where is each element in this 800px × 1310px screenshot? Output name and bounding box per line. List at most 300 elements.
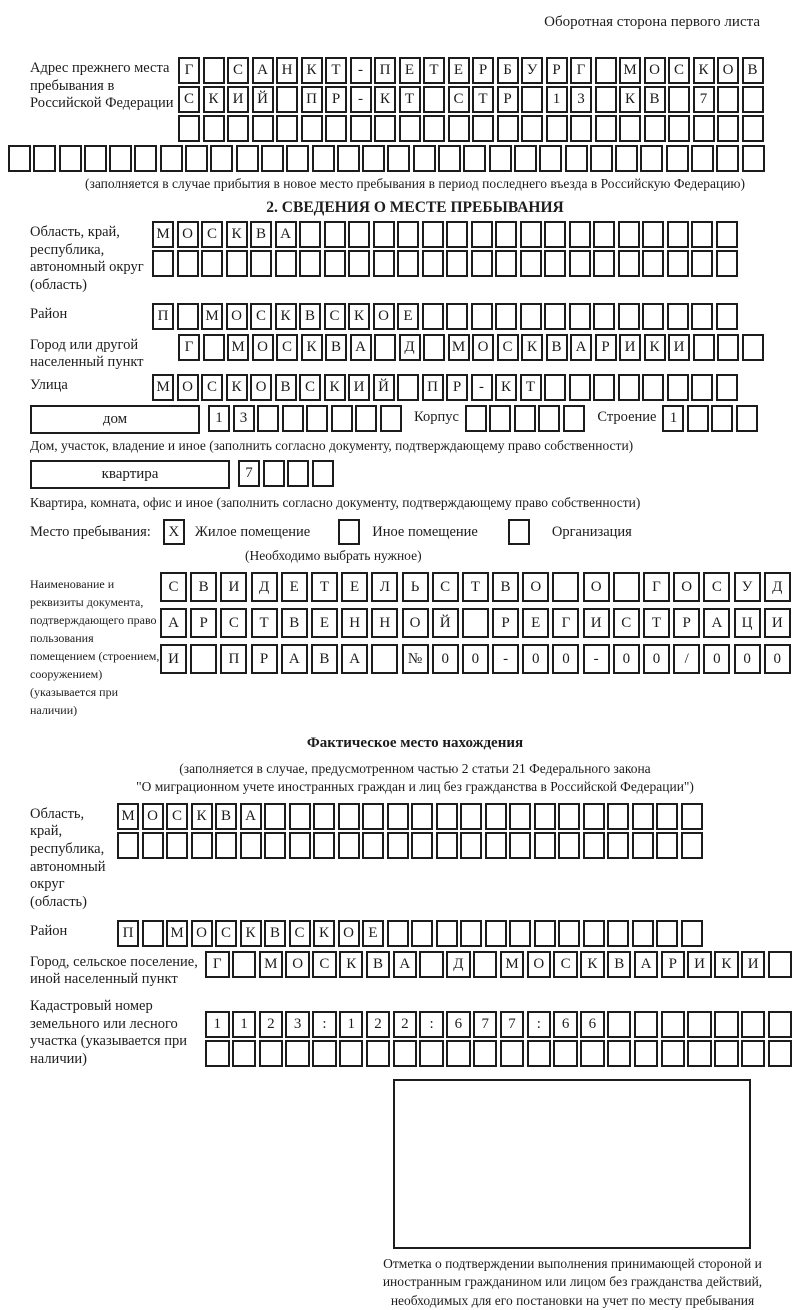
char-box: О [472, 334, 494, 361]
char-box: Т [311, 572, 338, 602]
char-box [399, 115, 421, 142]
cadastral-row-1 [205, 1011, 795, 1038]
char-box [134, 145, 157, 172]
char-box [142, 920, 164, 947]
char-box [736, 405, 758, 432]
char-box [324, 221, 346, 248]
char-box: Р [497, 86, 519, 113]
char-box [460, 920, 482, 947]
char-box: - [350, 57, 372, 84]
char-box: Р [190, 608, 217, 638]
stay-place-note: (Необходимо выбрать нужное) [245, 548, 422, 564]
char-box [544, 221, 566, 248]
char-box [355, 405, 377, 432]
char-box: Т [472, 86, 494, 113]
char-box [593, 221, 615, 248]
char-box: В [366, 951, 391, 978]
char-box [569, 303, 591, 330]
factual-district-label: Район [30, 922, 68, 939]
char-box [166, 832, 188, 859]
char-box: О [226, 303, 248, 330]
char-box [570, 115, 592, 142]
char-box: / [673, 644, 700, 674]
stay-option-other-checkbox [338, 519, 360, 545]
char-box: И [220, 572, 247, 602]
char-box [534, 803, 556, 830]
char-box [687, 1040, 712, 1067]
stamp-caption: Отметка о подтверждении выполнения принимающей стороной и иностранным гражданином или лицом без гражданства действий, необходимых для его постановки на учет по месту пребывания [382, 1256, 763, 1308]
stamp-area [393, 1079, 751, 1249]
char-box [634, 1011, 659, 1038]
char-box: С [312, 951, 337, 978]
char-box: Р [595, 334, 617, 361]
page-side-note: Оборотная сторона первого листа [544, 14, 760, 30]
char-box [691, 303, 713, 330]
char-box [287, 460, 309, 487]
char-box: К [374, 86, 396, 113]
char-box [374, 115, 396, 142]
char-box [691, 250, 713, 277]
char-box [177, 250, 199, 277]
char-box [203, 115, 225, 142]
char-box: Р [472, 57, 494, 84]
char-box: И [619, 334, 641, 361]
char-box [312, 1040, 337, 1067]
char-box: В [492, 572, 519, 602]
char-box [632, 832, 654, 859]
char-box: 7 [473, 1011, 498, 1038]
char-box: П [152, 303, 174, 330]
char-box: 2 [259, 1011, 284, 1038]
char-box [661, 1011, 686, 1038]
char-box: К [301, 57, 323, 84]
char-box [534, 920, 556, 947]
char-box: : [312, 1011, 337, 1038]
char-box: 0 [734, 644, 761, 674]
char-box: - [350, 86, 372, 113]
char-box [263, 460, 285, 487]
char-box: Й [432, 608, 459, 638]
char-box: С [613, 608, 640, 638]
char-box [618, 374, 640, 401]
char-box [534, 832, 556, 859]
char-box [580, 1040, 605, 1067]
char-box: Г [205, 951, 230, 978]
char-box: М [152, 374, 174, 401]
char-box: М [227, 334, 249, 361]
char-box [667, 374, 689, 401]
char-box: № [402, 644, 429, 674]
char-box: С [160, 572, 187, 602]
char-box [393, 1040, 418, 1067]
char-box [642, 303, 664, 330]
char-box: 2 [366, 1011, 391, 1038]
char-box [742, 115, 764, 142]
char-box: К [324, 374, 346, 401]
char-box: 0 [432, 644, 459, 674]
char-box [264, 832, 286, 859]
char-box: Т [462, 572, 489, 602]
char-box [590, 145, 613, 172]
char-box [362, 803, 384, 830]
char-box: С [227, 57, 249, 84]
char-box: 1 [205, 1011, 230, 1038]
char-box [422, 303, 444, 330]
apartment-block [30, 460, 800, 489]
char-box [563, 405, 585, 432]
char-box [544, 303, 566, 330]
char-box: - [492, 644, 519, 674]
char-box: К [313, 920, 335, 947]
char-box [33, 145, 56, 172]
char-box [411, 803, 433, 830]
char-box [462, 608, 489, 638]
char-box: 1 [662, 405, 684, 432]
char-box [607, 920, 629, 947]
char-box [366, 1040, 391, 1067]
cadastral-block [30, 995, 800, 1069]
char-box: 6 [580, 1011, 605, 1038]
char-box [59, 145, 82, 172]
char-box [607, 803, 629, 830]
char-box: Г [178, 334, 200, 361]
char-box: - [583, 644, 610, 674]
char-box [226, 250, 248, 277]
char-box: О [673, 572, 700, 602]
char-box: О [252, 334, 274, 361]
char-box: В [644, 86, 666, 113]
char-box: В [299, 303, 321, 330]
char-box [446, 250, 468, 277]
char-box: П [220, 644, 247, 674]
char-box: С [448, 86, 470, 113]
factual-region-label: Область, край, республика, автономный округ (область) [30, 805, 106, 910]
char-box [423, 86, 445, 113]
char-box: 3 [570, 86, 592, 113]
char-box: А [570, 334, 592, 361]
stay-option-residential-label: Жилое помещение [194, 523, 311, 540]
char-box [337, 145, 360, 172]
char-box: О [191, 920, 213, 947]
char-box: В [546, 334, 568, 361]
factual-district-row [117, 920, 705, 947]
char-box [411, 832, 433, 859]
char-box [485, 832, 507, 859]
char-box [471, 250, 493, 277]
factual-title: Фактическое место нахождения [306, 735, 524, 752]
char-box [362, 145, 385, 172]
char-box: : [527, 1011, 552, 1038]
char-box [422, 250, 444, 277]
char-box [717, 115, 739, 142]
char-box: П [422, 374, 444, 401]
char-box: А [281, 644, 308, 674]
char-box: И [764, 608, 791, 638]
char-box [583, 920, 605, 947]
char-box: С [289, 920, 311, 947]
char-box: В [325, 334, 347, 361]
char-box [520, 221, 542, 248]
char-box [8, 145, 31, 172]
char-box: О [644, 57, 666, 84]
char-box: С [201, 221, 223, 248]
cadastral-label: Кадастровый номер земельного или лесного участка (указывается при наличии) [30, 998, 187, 1068]
char-box [276, 115, 298, 142]
char-box [301, 115, 323, 142]
char-box: М [259, 951, 284, 978]
char-box [348, 250, 370, 277]
char-box: О [522, 572, 549, 602]
char-box [544, 250, 566, 277]
char-box [687, 1011, 712, 1038]
char-box [642, 374, 664, 401]
char-box [520, 303, 542, 330]
char-box: И [227, 86, 249, 113]
char-box [419, 1040, 444, 1067]
char-box: У [521, 57, 543, 84]
stay-option-organization-checkbox [508, 519, 530, 545]
char-box: Е [281, 572, 308, 602]
char-box [607, 1011, 632, 1038]
char-box: Е [399, 57, 421, 84]
char-box: Г [552, 608, 579, 638]
char-box: П [374, 57, 396, 84]
char-box [460, 803, 482, 830]
char-box: С [553, 951, 578, 978]
char-box [558, 803, 580, 830]
char-box: Т [399, 86, 421, 113]
char-box [619, 115, 641, 142]
char-box [681, 920, 703, 947]
char-box [716, 250, 738, 277]
char-box: Ц [734, 608, 761, 638]
char-box [177, 303, 199, 330]
char-box [387, 803, 409, 830]
char-box [593, 303, 615, 330]
char-box: Г [643, 572, 670, 602]
char-box: А [703, 608, 730, 638]
char-box: В [215, 803, 237, 830]
char-box: К [275, 303, 297, 330]
apartment-label-box: квартира [30, 460, 230, 489]
char-box [325, 115, 347, 142]
char-box [423, 334, 445, 361]
char-box [668, 86, 690, 113]
char-box: К [191, 803, 213, 830]
char-box: Е [311, 608, 338, 638]
apartment-row [238, 460, 336, 487]
district-row [152, 303, 740, 330]
char-box [185, 145, 208, 172]
char-box [666, 145, 689, 172]
factual-region-block [30, 803, 800, 912]
region-row-1 [152, 221, 740, 248]
char-box [716, 374, 738, 401]
char-box: К [619, 86, 641, 113]
char-box: А [393, 951, 418, 978]
char-box: А [275, 221, 297, 248]
char-box [558, 832, 580, 859]
char-box: С [668, 57, 690, 84]
char-box [716, 303, 738, 330]
char-box: В [190, 572, 217, 602]
char-box: М [166, 920, 188, 947]
factual-city-block [30, 951, 800, 989]
char-box: 0 [462, 644, 489, 674]
char-box [259, 1040, 284, 1067]
char-box [142, 832, 164, 859]
char-box [691, 374, 713, 401]
char-box: Р [492, 608, 519, 638]
district-block [30, 303, 800, 330]
char-box: К [240, 920, 262, 947]
char-box: 0 [552, 644, 579, 674]
char-box [232, 951, 257, 978]
char-box: 1 [232, 1011, 257, 1038]
char-box: В [281, 608, 308, 638]
char-box [203, 334, 225, 361]
street-label: Улица [30, 377, 68, 394]
char-box [546, 115, 568, 142]
char-box [583, 832, 605, 859]
char-box [656, 920, 678, 947]
char-box [717, 86, 739, 113]
char-box [397, 374, 419, 401]
char-box [438, 145, 461, 172]
char-box [436, 832, 458, 859]
char-box [312, 145, 335, 172]
char-box [569, 374, 591, 401]
char-box: Н [341, 608, 368, 638]
char-box [489, 145, 512, 172]
char-box: И [160, 644, 187, 674]
stay-place-block [30, 519, 800, 545]
char-box: К [301, 334, 323, 361]
char-box [338, 803, 360, 830]
stay-option-organization-label: Организация [551, 523, 632, 540]
char-box [742, 145, 765, 172]
char-box [411, 920, 433, 947]
char-box [527, 1040, 552, 1067]
char-box [634, 1040, 659, 1067]
document-row-2 [160, 608, 794, 642]
char-box: С [201, 374, 223, 401]
char-box: А [252, 57, 274, 84]
char-box [521, 115, 543, 142]
house-label-box: дом [30, 405, 200, 434]
char-box [371, 644, 398, 674]
char-box: М [448, 334, 470, 361]
factual-city-label: Город, сельское поселение, иной населенный пункт [30, 953, 198, 988]
stay-option-residential-checkbox: X [163, 519, 185, 545]
char-box [640, 145, 663, 172]
char-box [768, 951, 793, 978]
char-box: 1 [546, 86, 568, 113]
char-box [607, 1040, 632, 1067]
char-box: Т [423, 57, 445, 84]
char-box [553, 1040, 578, 1067]
char-box [691, 145, 714, 172]
char-box [495, 221, 517, 248]
char-box: Т [520, 374, 542, 401]
city-row [178, 334, 766, 361]
char-box: С [703, 572, 730, 602]
char-box: Р [661, 951, 686, 978]
char-box [362, 832, 384, 859]
char-box: Б [497, 57, 519, 84]
char-box: Е [397, 303, 419, 330]
char-box: Е [362, 920, 384, 947]
char-box [436, 920, 458, 947]
char-box [387, 832, 409, 859]
char-box [387, 145, 410, 172]
char-box [264, 803, 286, 830]
char-box [448, 115, 470, 142]
char-box [236, 145, 259, 172]
char-box: 0 [764, 644, 791, 674]
char-box: М [500, 951, 525, 978]
char-box: К [203, 86, 225, 113]
char-box [397, 250, 419, 277]
house-number-row [208, 405, 404, 432]
prev-address-label: Адрес прежнего места пребывания в Российской Федерации [30, 60, 174, 112]
char-box [299, 221, 321, 248]
char-box [201, 250, 223, 277]
char-box: Д [399, 334, 421, 361]
char-box [569, 221, 591, 248]
char-box [593, 250, 615, 277]
stroenie-row [662, 405, 760, 432]
char-box [667, 221, 689, 248]
city-label: Город или другой населенный пункт [30, 336, 144, 371]
char-box [338, 832, 360, 859]
char-box: К [348, 303, 370, 330]
char-box: С [299, 374, 321, 401]
region-row-2 [152, 250, 740, 277]
char-box [485, 803, 507, 830]
char-box: Н [371, 608, 398, 638]
document-grid [160, 572, 794, 680]
char-box [485, 920, 507, 947]
char-box [618, 250, 640, 277]
char-box: Й [252, 86, 274, 113]
char-box: М [619, 57, 641, 84]
char-box [656, 832, 678, 859]
char-box [742, 86, 764, 113]
char-box [711, 405, 733, 432]
char-box: Г [570, 57, 592, 84]
document-row-3 [160, 644, 794, 678]
char-box: О [717, 57, 739, 84]
char-box [497, 115, 519, 142]
char-box: К [580, 951, 605, 978]
factual-region-grid [117, 803, 705, 861]
char-box: И [687, 951, 712, 978]
char-box [500, 1040, 525, 1067]
char-box [593, 374, 615, 401]
document-row-1 [160, 572, 794, 606]
char-box [552, 572, 579, 602]
char-box [289, 803, 311, 830]
char-box [446, 303, 468, 330]
char-box [306, 405, 328, 432]
char-box [693, 115, 715, 142]
char-box [203, 57, 225, 84]
char-box [514, 405, 536, 432]
char-box: 6 [446, 1011, 471, 1038]
char-box: Е [448, 57, 470, 84]
char-box: 7 [693, 86, 715, 113]
